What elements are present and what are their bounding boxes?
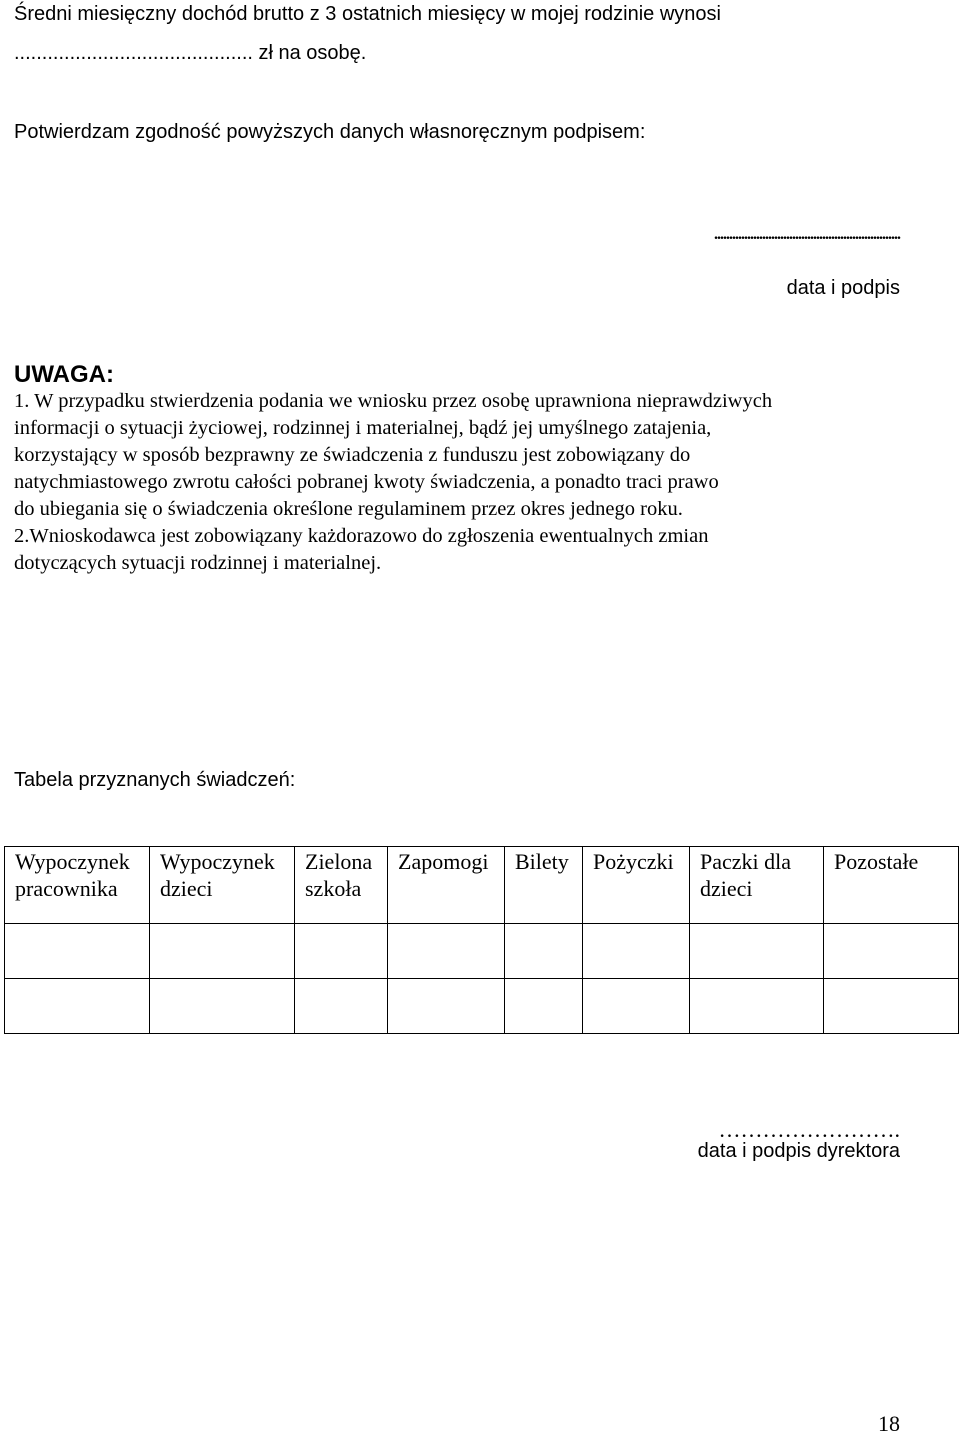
director-signature-dotted-line: ……………………. — [718, 1117, 900, 1142]
signature-dotted-line: .............................................................. — [714, 226, 900, 243]
notice-line: korzystający w sposób bezprawny ze świadczenia z funduszu jest zobowiązany do — [14, 444, 691, 466]
table-cell[interactable] — [505, 924, 583, 979]
header-cell-zapomogi: Zapomogi — [388, 847, 505, 924]
table-header-row — [5, 847, 959, 924]
header-cell-paczki-dla-dzieci: Paczki dla dzieci — [690, 847, 824, 924]
table-cell[interactable] — [295, 924, 388, 979]
header-cell-wypoczynek-pracownika: Wypoczynek pracownika — [5, 847, 150, 924]
notice-line: natychmiastowego zwrotu całości pobranej kwoty świadczenia, a ponadto traci prawo — [14, 471, 719, 493]
notice-body — [14, 388, 944, 577]
notice-line: dotyczących sytuacji rodzinnej i materialnej. — [14, 552, 382, 574]
header-cell-wypoczynek-dzieci: Wypoczynek dzieci — [150, 847, 295, 924]
table-caption: Tabela przyznanych świadczeń: — [14, 769, 296, 791]
header-cell-pozostale: Pozostałe — [824, 847, 959, 924]
table-row — [5, 924, 959, 979]
director-signature-label: data i podpis dyrektora — [697, 1140, 900, 1162]
table-cell[interactable] — [388, 979, 505, 1034]
table-cell[interactable] — [150, 979, 295, 1034]
table-cell[interactable] — [5, 979, 150, 1034]
header-cell-pozyczki: Pożyczki — [583, 847, 690, 924]
table-cell[interactable] — [583, 924, 690, 979]
notice-line: informacji o sytuacji życiowej, rodzinnej i materialnej, bądź jej umyślnego zatajenia, — [14, 417, 712, 439]
notice-line: do ubiegania się o świadczenia określone regulaminem przez okres jednego roku. — [14, 498, 683, 520]
income-amount-line: ........................................... zł na osobę. — [14, 42, 367, 64]
benefits-table — [4, 846, 959, 1034]
confirmation-text: Potwierdzam zgodność powyższych danych własnoręcznym podpisem: — [14, 121, 646, 143]
page-number: 18 — [878, 1411, 900, 1436]
table-cell[interactable] — [388, 924, 505, 979]
income-statement-line: Średni miesięczny dochód brutto z 3 ostatnich miesięcy w mojej rodzinie wynosi — [14, 3, 721, 25]
notice-line: 1. W przypadku stwierdzenia podania we wniosku przez osobę uprawniona nieprawdziwych — [14, 390, 773, 412]
table-cell[interactable] — [295, 979, 388, 1034]
table-cell[interactable] — [690, 979, 824, 1034]
table-cell[interactable] — [5, 924, 150, 979]
signature-label: data i podpis — [786, 277, 900, 299]
table-cell[interactable] — [690, 924, 824, 979]
table-cell[interactable] — [824, 979, 959, 1034]
table-cell[interactable] — [824, 924, 959, 979]
notice-heading: UWAGA: — [14, 361, 114, 388]
table-cell[interactable] — [505, 979, 583, 1034]
table-cell[interactable] — [150, 924, 295, 979]
table-cell[interactable] — [583, 979, 690, 1034]
table-row — [5, 979, 959, 1034]
header-cell-zielona-szkola: Zielona szkoła — [295, 847, 388, 924]
notice-line: 2.Wnioskodawca jest zobowiązany każdorazowo do zgłoszenia ewentualnych zmian — [14, 525, 709, 547]
header-cell-bilety: Bilety — [505, 847, 583, 924]
